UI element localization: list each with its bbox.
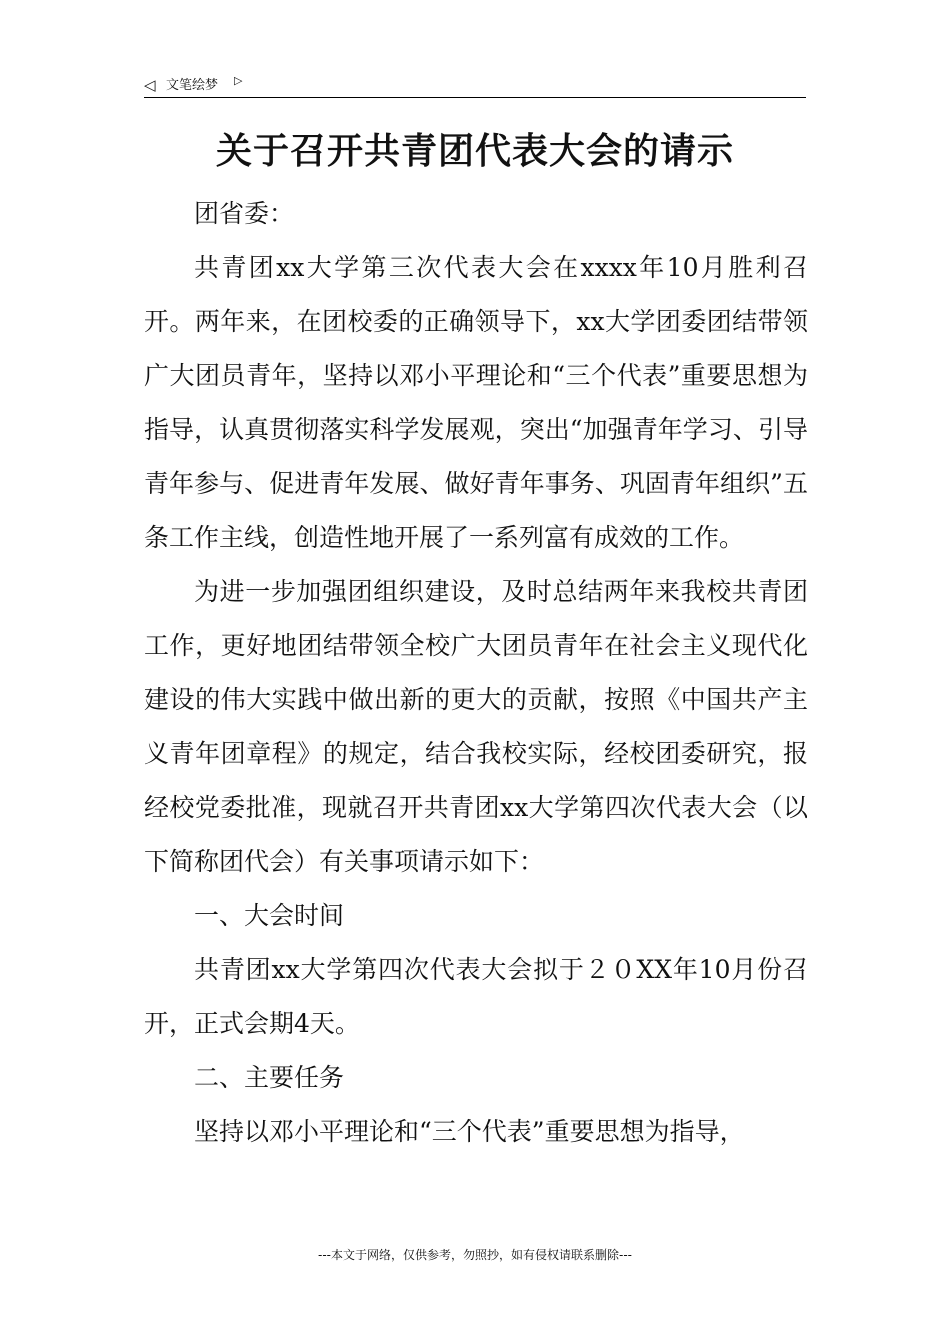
page-footer: ---本文于网络，仅供参考，勿照抄，如有侵权请联系删除---: [318, 1248, 632, 1262]
document-body: [144, 187, 808, 1159]
section-heading: 二、主要任务: [194, 1063, 345, 1092]
document-title: 关于召开共青团代表大会的请示: [215, 130, 734, 172]
section-heading: 一、大会时间: [194, 901, 345, 930]
body-paragraph: 共青团xx大学第四次代表大会拟于２０XX年10月份召开，正式会期4天。: [144, 955, 808, 1038]
body-paragraph: 坚持以邓小平理论和“三个代表”重要思想为指导，: [194, 1117, 745, 1146]
page-header: [144, 74, 806, 98]
header-divider: [144, 97, 806, 98]
brand-label: 文笔绘梦: [166, 78, 219, 93]
triangle-right-icon: ▷: [234, 74, 243, 87]
body-paragraph: 共青团xx大学第三次代表大会在xxxx年10月胜利召开。两年来，在团校委的正确领导下，xx大学团委团结带领广大团员青年，坚持以邓小平理论和“三个代表”重要思想为指导，认真贯彻落实科学发展观，突出“加强青年学习、引导青年参与、促进青年发展、做好青年事务、巩固青年组织”五条工作主线，创造性地开展了一系列富有成效的工作。: [144, 253, 808, 552]
salutation: 团省委：: [194, 199, 295, 228]
triangle-left-icon: ◁: [144, 76, 156, 94]
body-paragraph: 为进一步加强团组织建设，及时总结两年来我校共青团工作，更好地团结带领全校广大团员青年在社会主义现代化建设的伟大实践中做出新的更大的贡献，按照《中国共产主义青年团章程》的规定，结合我校实际，经校团委研究，报经校党委批准，现就召开共青团xx大学第四次代表大会（以下简称团代会）有关事项请示如下：: [144, 577, 808, 876]
